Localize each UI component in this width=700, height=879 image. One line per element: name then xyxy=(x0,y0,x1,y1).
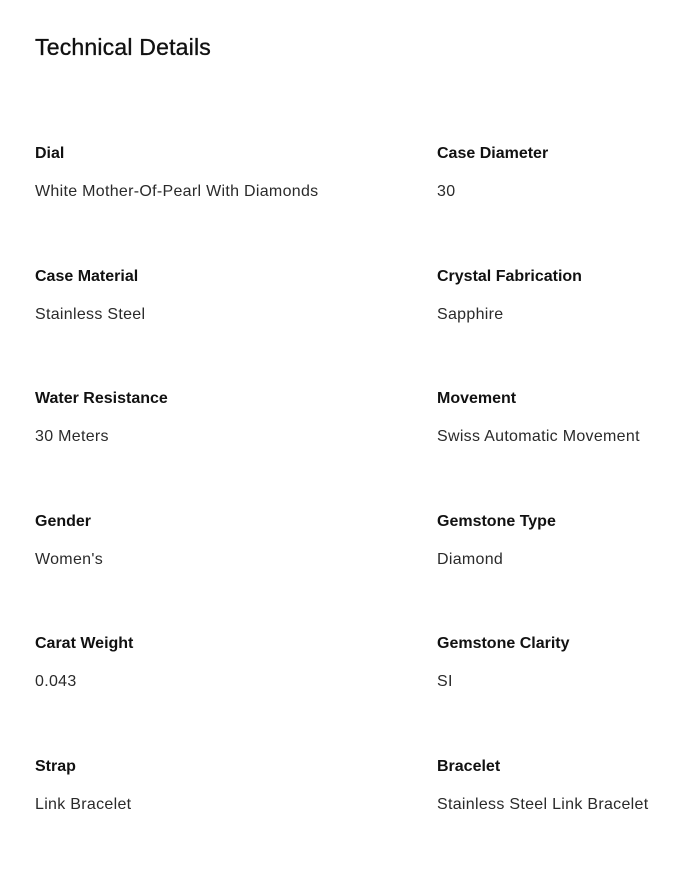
detail-value: 30 Meters xyxy=(35,427,437,447)
detail-label: Gender xyxy=(35,512,437,532)
detail-label: Dial xyxy=(35,144,437,164)
detail-value: SI xyxy=(437,672,675,692)
detail-value: Stainless Steel xyxy=(35,305,437,325)
detail-value: 0.043 xyxy=(35,672,437,692)
detail-value: Swiss Automatic Movement xyxy=(437,427,675,447)
detail-movement xyxy=(437,389,675,512)
detail-label: Case Diameter xyxy=(437,144,675,164)
detail-value: Women's xyxy=(35,550,437,570)
detail-gemstone-type xyxy=(437,512,675,635)
detail-value: Diamond xyxy=(437,550,675,570)
detail-crystal-fabrication xyxy=(437,267,675,390)
detail-dial xyxy=(35,144,437,267)
detail-water-resistance xyxy=(35,389,437,512)
detail-label: Carat Weight xyxy=(35,634,437,654)
detail-label: Case Material xyxy=(35,267,437,287)
detail-value: Link Bracelet xyxy=(35,795,437,815)
detail-strap xyxy=(35,757,437,879)
detail-label: Water Resistance xyxy=(35,389,437,409)
detail-label: Gemstone Type xyxy=(437,512,675,532)
detail-value: White Mother-Of-Pearl With Diamonds xyxy=(35,182,437,202)
detail-value: Sapphire xyxy=(437,305,675,325)
detail-label: Strap xyxy=(35,757,437,777)
section-title: Technical Details xyxy=(35,34,211,61)
detail-value: Stainless Steel Link Bracelet xyxy=(437,795,675,815)
detail-gender xyxy=(35,512,437,635)
detail-label: Gemstone Clarity xyxy=(437,634,675,654)
detail-label: Movement xyxy=(437,389,675,409)
detail-bracelet xyxy=(437,757,675,879)
detail-carat-weight xyxy=(35,634,437,757)
detail-label: Bracelet xyxy=(437,757,675,777)
detail-case-material xyxy=(35,267,437,390)
detail-value: 30 xyxy=(437,182,675,202)
detail-case-diameter xyxy=(437,144,675,267)
details-grid xyxy=(35,144,675,879)
detail-gemstone-clarity xyxy=(437,634,675,757)
detail-label: Crystal Fabrication xyxy=(437,267,675,287)
